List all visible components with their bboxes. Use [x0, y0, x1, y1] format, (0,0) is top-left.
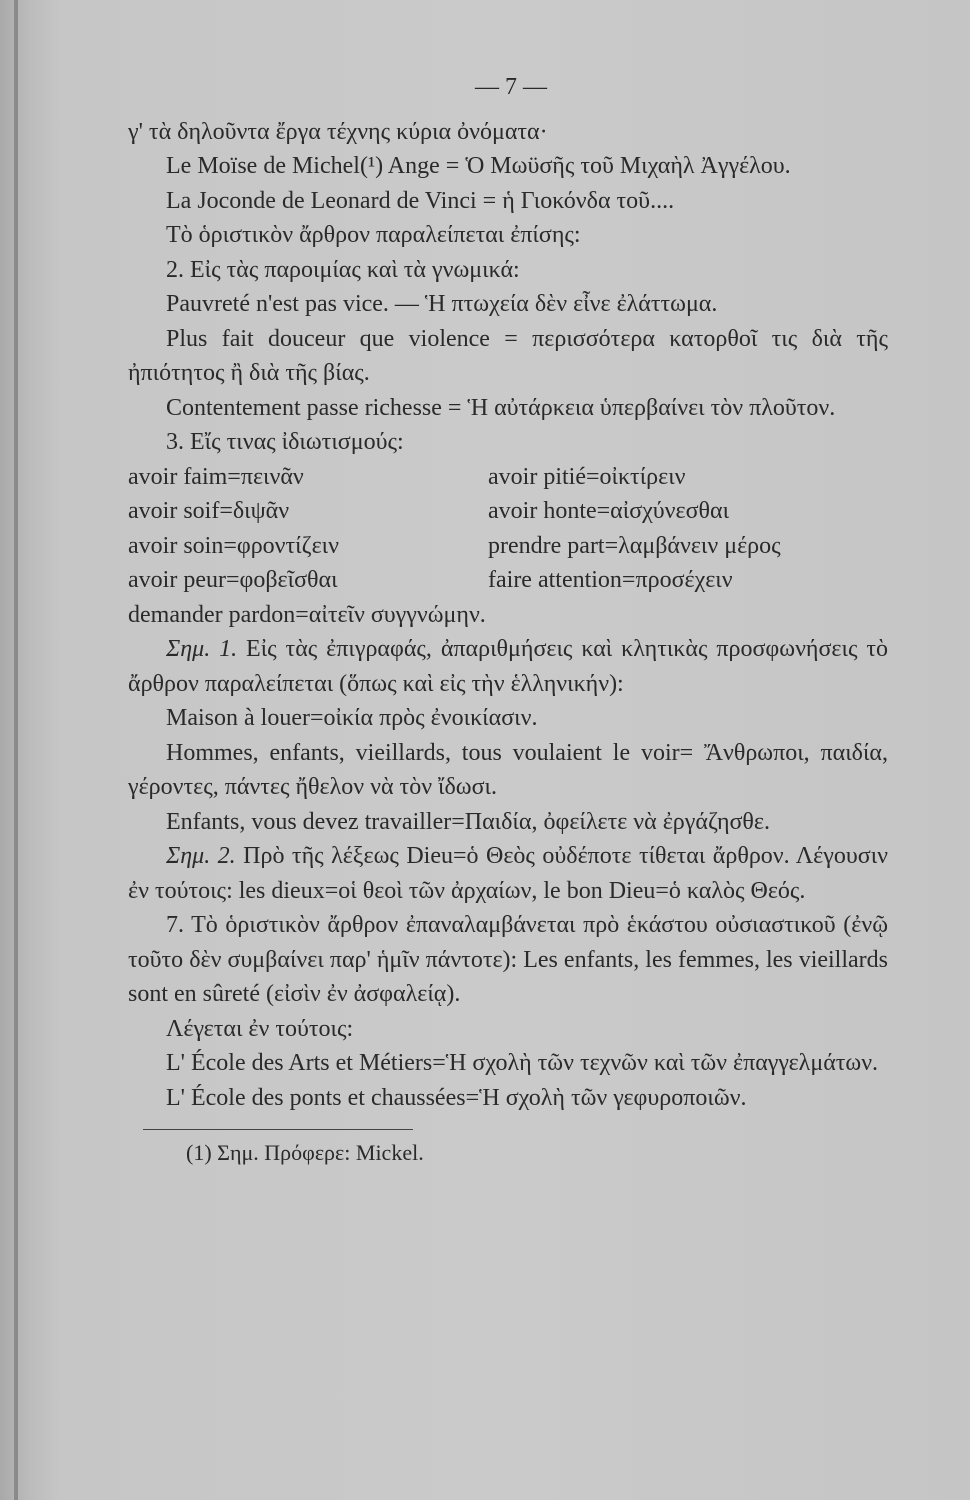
text-line: Τὸ ὁριστικὸν ἄρθρον παραλείπεται ἐπίσης: [166, 222, 581, 248]
example-line: L' École des Arts et Métiers=Ἡ σχολὴ τῶν τεχνῶν καὶ τῶν ἐπαγγελμάτων. [166, 1050, 879, 1076]
text-line: La Joconde de Leonard de Vinci = ἡ Γιοκόνδα τοῦ.... [166, 187, 675, 214]
text-line: Plus fait douceur que violence = περισσότερα κατορθοῖ τις διὰ τῆς ἠπιότητος ἢ διὰ τῆς βίας. [128, 325, 888, 386]
text-line: γ' τὰ δηλοῦντα ἔργα τέχνης κύρια ὀνόματα· [128, 118, 548, 145]
text-line: Le Moïse de Michel(¹) Ange = Ὁ Μωϋσῆς τοῦ Μιχαὴλ Ἀγγέλου. [166, 153, 791, 179]
example-line: Enfants, vous devez travailler=Παιδία, ὀφείλετε νὰ ἐργάζησθε. [166, 808, 771, 835]
section-7: 7. Τὸ ὁριστικὸν ἄρθρον ἐπαναλαμβάνεται πρὸ ἑκάστου οὐσιαστικοῦ (ἐνῷ τοῦτο δὲν συμβαίνει παρ' ἡμῖν πάντοτε): Les enfants, les femmes, les vieillards sont en sûreté (εἰσὶν ἐν ἀσφαλείᾳ). [128, 912, 888, 1007]
text-line: 3. Εἴς τινας ἰδιωτισμούς: [166, 429, 404, 455]
example-line: Hommes, enfants, vieillards, tous voulaient le voir= Ἄνθρωποι, παιδία, γέροντες, πάντες ἤθελον νὰ τὸν ἴδωσι. [128, 739, 888, 800]
idiom-left: avoir soin=φροντίζειν [128, 532, 339, 559]
idiom-row [128, 460, 888, 495]
footnote: (1) Σημ. Πρόφερε: Mickel. [186, 1140, 424, 1165]
idiom-row [128, 563, 888, 598]
example-line: L' École des ponts et chaussées=Ἡ σχολὴ τῶν γεφυροποιῶν. [166, 1084, 747, 1111]
idiom-row [128, 529, 888, 564]
footnote-rule [143, 1129, 413, 1130]
note-2-label: Σημ. 2. [166, 843, 236, 869]
note-1-label: Σημ. 1. [166, 636, 238, 662]
note-1-text: Εἰς τὰς ἐπιγραφάς, ἀπαριθμήσεις καὶ κλητικὰς προσφωνήσεις τὸ ἄρθρον παραλείπεται (ὅπως καὶ εἰς τὴν ἑλληνικήν): [128, 636, 888, 697]
page-text [128, 70, 888, 1171]
example-line: Maison à louer=οἰκία πρὸς ἐνοικίασιν. [166, 705, 538, 731]
text-line: Contentement passe richesse = Ἡ αὐτάρκεια ὑπερβαίνει τὸν πλοῦτον. [166, 394, 836, 421]
idiom-row [128, 494, 888, 529]
idiom-left: avoir peur=φοβεῖσθαι [128, 567, 338, 593]
idiom-last: demander pardon=αἰτεῖν συγγνώμην. [128, 601, 486, 628]
text-line: 2. Εἰς τὰς παροιμίας καὶ τὰ γνωμικά: [166, 256, 520, 283]
idiom-left: avoir soif=διψᾶν [128, 498, 290, 524]
note-1 [128, 632, 888, 701]
page-number: — 7 — [475, 74, 547, 100]
idiom-right: faire attention=προσέχειν [488, 567, 733, 593]
idiom-right: prendre part=λαμβάνειν μέρος [488, 532, 781, 559]
note-2-text: Πρὸ τῆς λέξεως Dieu=ὁ Θεὸς οὐδέποτε τίθεται ἄρθρον. Λέγουσιν ἐν τούτοις: les dieux=οἱ θεοὶ τῶν ἀρχαίων, le bon Dieu=ὁ καλὸς Θεός. [128, 843, 888, 904]
note-2 [128, 839, 888, 908]
text-line: Pauvreté n'est pas vice. — Ἡ πτωχεία δὲν εἶνε ἐλάττωμα. [166, 291, 718, 317]
idiom-left: avoir faim=πεινᾶν [128, 463, 304, 490]
idiom-right: avoir pitié=οἰκτίρειν [488, 463, 686, 490]
page-edge [14, 0, 18, 1500]
text-line: Λέγεται ἐν τούτοις: [166, 1015, 354, 1042]
idiom-right: avoir honte=αἰσχύνεσθαι [488, 498, 730, 524]
